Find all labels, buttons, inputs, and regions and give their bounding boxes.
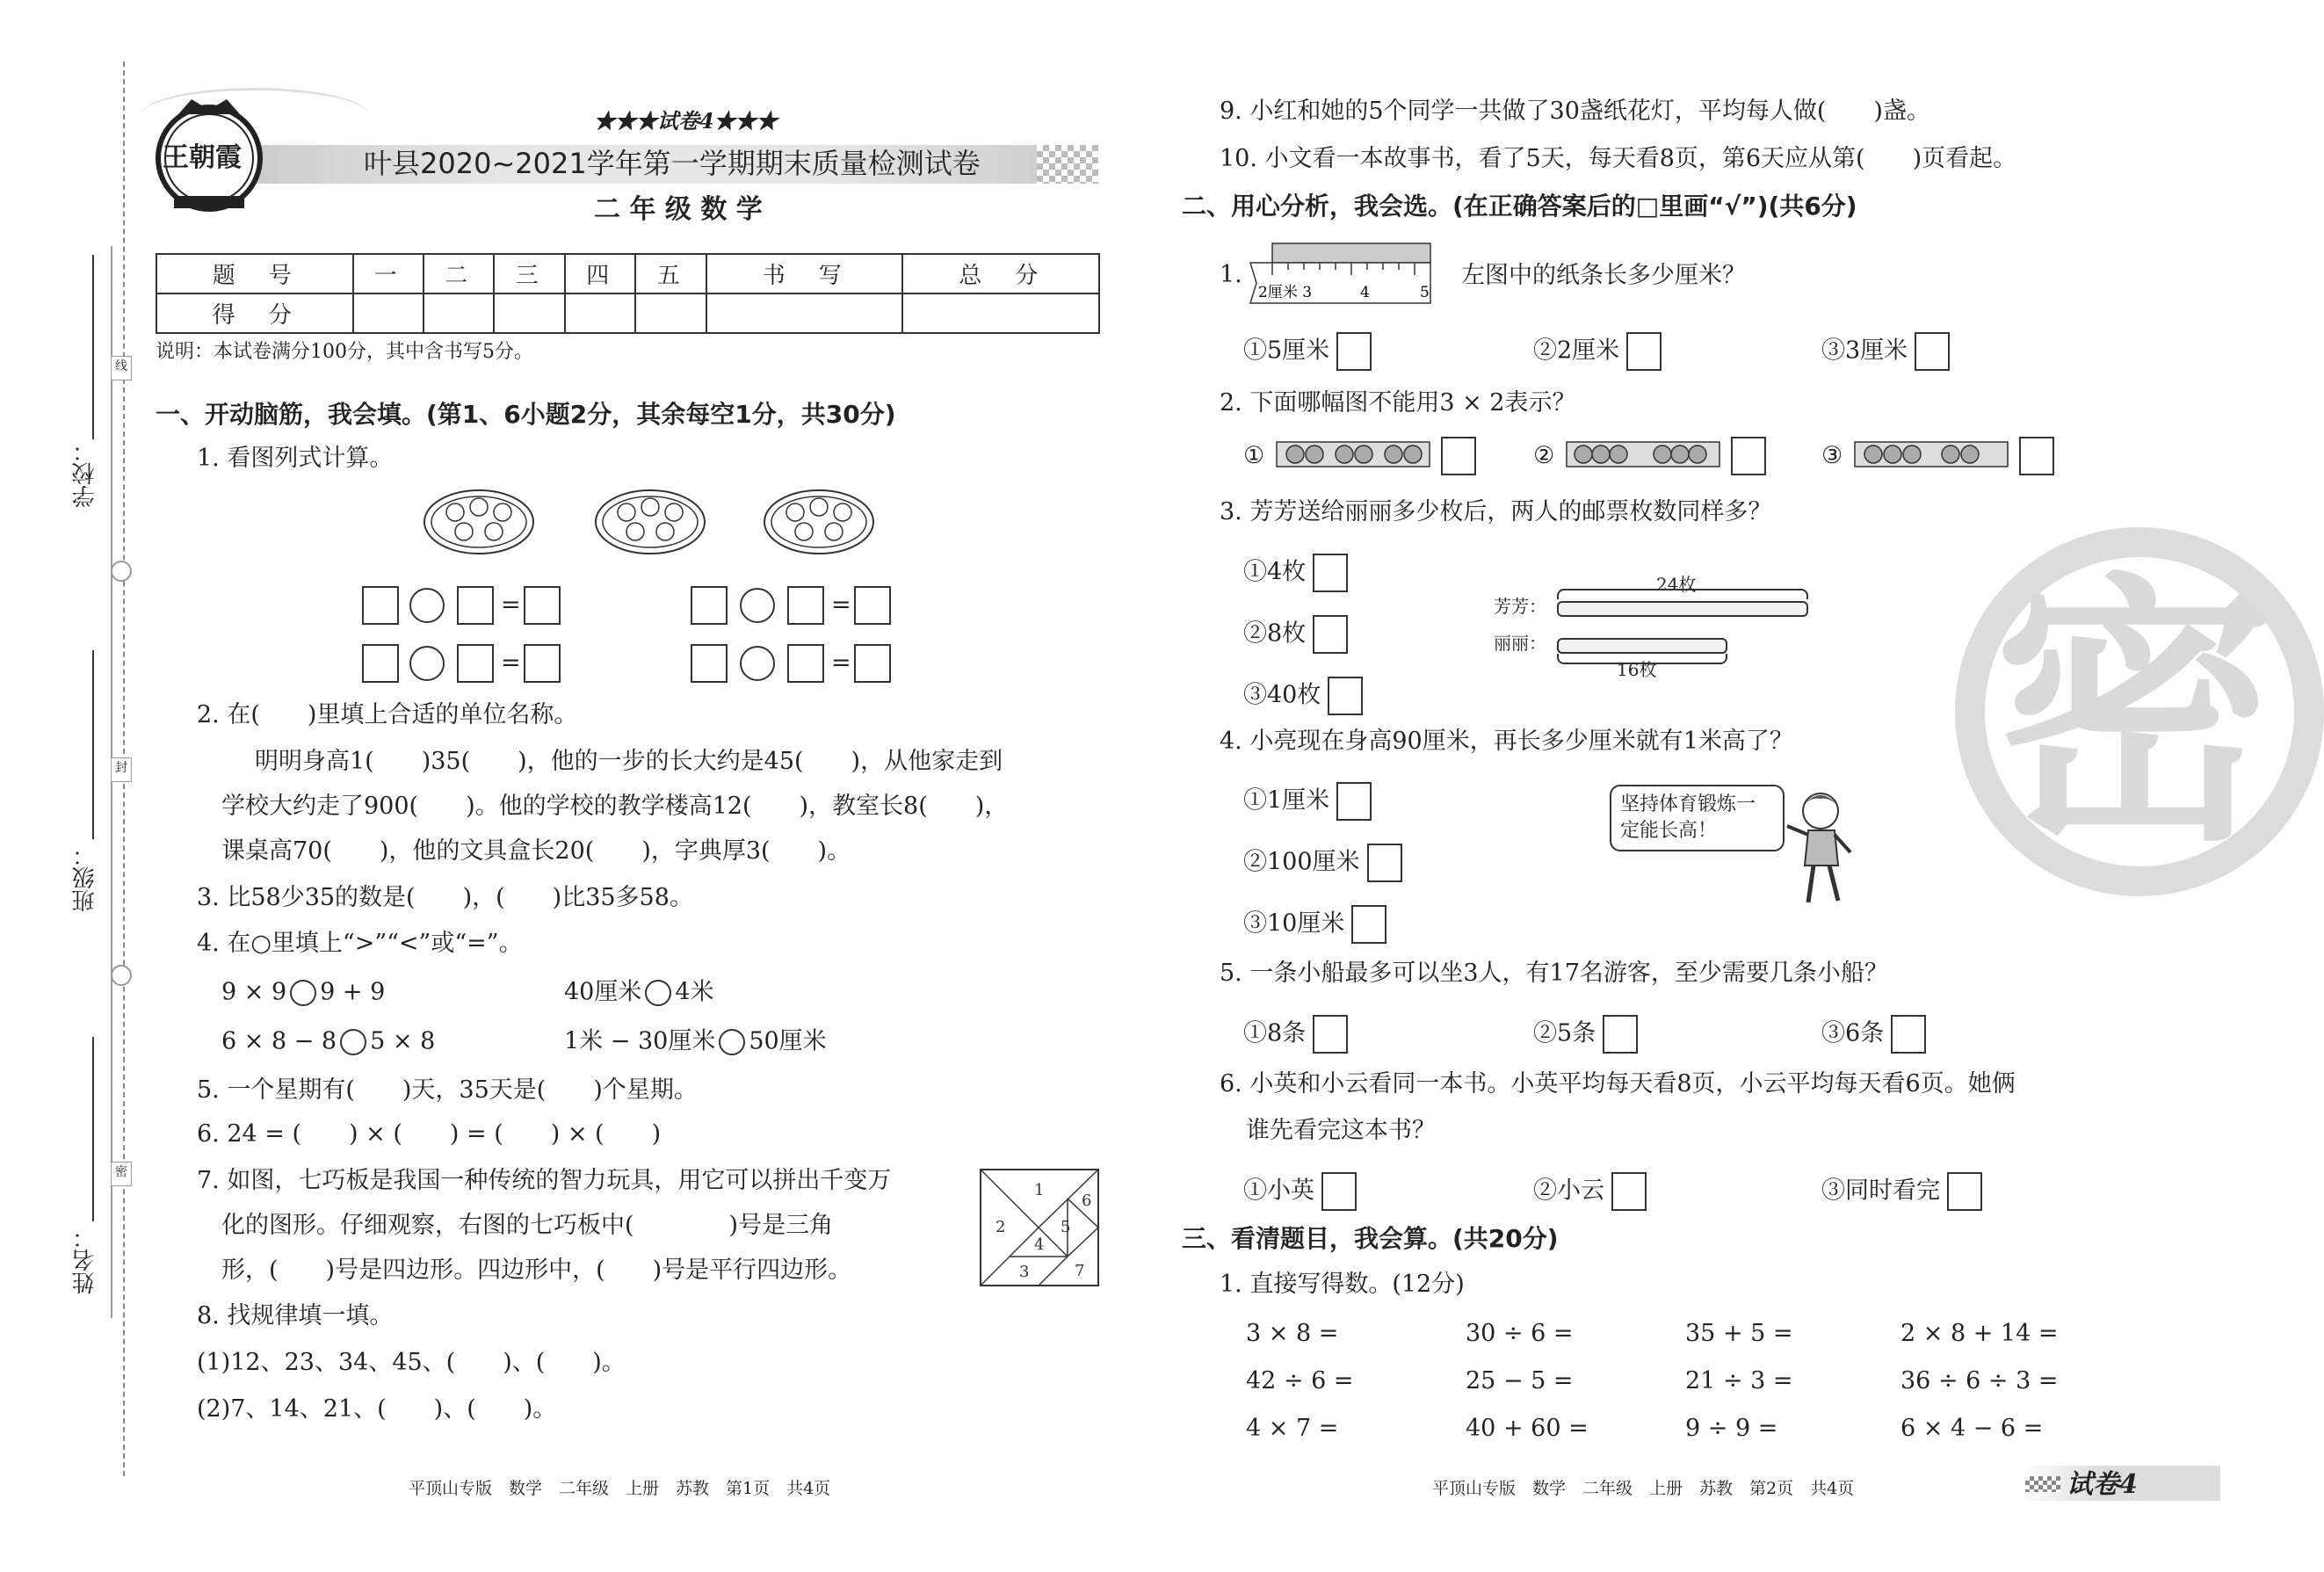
footer-left: 平顶山专版 数学 二年级 上册 苏教 第1页 共4页 xyxy=(409,1479,831,1498)
name-underline xyxy=(92,1037,94,1221)
q1-text: 1. 看图列式计算。 xyxy=(197,445,394,472)
option-label: ②100厘米 xyxy=(1243,848,1360,876)
tangram-label: 1 xyxy=(1034,1181,1045,1199)
header-checker xyxy=(1037,145,1098,184)
s2-q6-line2: 谁先看完这本书？ xyxy=(1246,1117,1436,1144)
s2-q6-opt1 xyxy=(1243,1172,1357,1211)
option-label: ③3厘米 xyxy=(1821,337,1908,365)
li-label: 丽丽： xyxy=(1494,633,1546,654)
check-box[interactable] xyxy=(1947,1172,1982,1211)
compare-right: 4米 xyxy=(675,978,714,1006)
answer-box[interactable] xyxy=(362,644,399,683)
answer-box[interactable] xyxy=(457,644,494,683)
paper-note: 说明：本试卷满分100分，其中含书写5分。 xyxy=(156,341,533,363)
table-cell[interactable] xyxy=(565,293,635,333)
s2-q2-opt1-label: ① xyxy=(1243,442,1265,469)
check-box[interactable] xyxy=(2019,437,2054,475)
calc-item: 25 − 5 = xyxy=(1466,1367,1574,1395)
operator-circle[interactable] xyxy=(740,588,775,623)
table-cell[interactable] xyxy=(353,293,424,333)
calc-item: 35 + 5 = xyxy=(1685,1320,1793,1347)
q7-line1: 7. 如图，七巧板是我国一种传统的智力玩具，用它可以拼出千变万 xyxy=(197,1167,892,1194)
q7-line2: 化的图形。仔细观察，右图的七巧板中( )号是三角 xyxy=(221,1212,834,1239)
s2-q3-opt1 xyxy=(1243,554,1348,592)
check-box[interactable] xyxy=(1731,437,1766,475)
option-label: ③同时看完 xyxy=(1821,1177,1940,1205)
speech-bubble xyxy=(1610,785,1785,851)
compare-circle[interactable] xyxy=(645,980,671,1006)
compare-circle[interactable] xyxy=(719,1029,745,1055)
q7-line3: 形，( )号是四边形。四边形中，( )号是平行四边形。 xyxy=(221,1257,852,1284)
footer-tag: 试卷4 xyxy=(2067,1469,2138,1500)
check-box[interactable] xyxy=(1321,1172,1357,1211)
check-box[interactable] xyxy=(1328,677,1363,715)
s2-q6-line1: 6. 小英和小云看同一本书。小英平均每天看8页，小云平均每天看6页。她俩 xyxy=(1220,1070,2016,1098)
check-box[interactable] xyxy=(1603,1015,1638,1054)
li-bar xyxy=(1557,638,1727,654)
s2-q6-opt3 xyxy=(1821,1172,1982,1211)
check-box[interactable] xyxy=(1313,554,1348,592)
calc-item: 42 ÷ 6 = xyxy=(1246,1367,1354,1395)
watermark-char: 密 xyxy=(1994,552,2275,879)
check-box[interactable] xyxy=(1336,782,1372,821)
answer-box[interactable] xyxy=(787,644,824,683)
calc-item: 4 × 7 = xyxy=(1246,1415,1339,1442)
boy-figure xyxy=(1775,786,1863,909)
check-box[interactable] xyxy=(1626,332,1662,371)
watermark-seal xyxy=(1955,527,2324,896)
answer-box[interactable] xyxy=(524,644,561,683)
q10-text: 10. 小文看一本故事书，看了5天，每天看8页，第6天应从第( )页看起。 xyxy=(1220,145,2017,172)
s2-q4-opt3 xyxy=(1243,905,1386,944)
s2-q3-text: 3. 芳芳送给丽丽多少枚后，两人的邮票枚数同样多？ xyxy=(1220,498,1772,525)
s2-q3-opt2 xyxy=(1243,615,1348,654)
seal-box-xian xyxy=(111,356,132,380)
fang-brace xyxy=(1557,589,1808,599)
calc-item: 2 × 8 + 14 = xyxy=(1900,1320,2059,1347)
bubble-line2: 定能长高！ xyxy=(1620,820,1718,842)
fang-label: 芳芳： xyxy=(1494,596,1546,617)
table-cell: 五 xyxy=(635,254,706,293)
table-cell: 二 xyxy=(424,254,494,293)
s2-q1-opt1 xyxy=(1243,332,1372,371)
ruler-label: 5 xyxy=(1420,284,1430,301)
answer-box[interactable] xyxy=(787,586,824,625)
table-cell: 总 分 xyxy=(902,254,1099,293)
fang-bar xyxy=(1557,601,1808,617)
table-cell: 一 xyxy=(353,254,424,293)
q2-line1: 明明身高1( )35( )，他的一步的长大约是45( )，从他家走到 xyxy=(255,748,1003,775)
answer-box[interactable] xyxy=(524,586,561,625)
q2-text: 2. 在( )里填上合适的单位名称。 xyxy=(197,701,578,728)
seal-text: 密 xyxy=(115,1165,127,1179)
compare-right: 5 × 8 xyxy=(370,1027,436,1055)
tangram-label: 6 xyxy=(1082,1192,1092,1210)
q4-compare-a xyxy=(221,980,385,1006)
binding-solid-line xyxy=(111,246,112,1318)
boy-icon xyxy=(1775,786,1863,909)
answer-box[interactable] xyxy=(457,586,494,625)
option-label: ①4枚 xyxy=(1243,558,1307,586)
equals-sign: = xyxy=(831,591,851,619)
option-label: ②8枚 xyxy=(1243,619,1307,648)
pig-plate-image xyxy=(422,488,536,556)
s2-q4-opt2 xyxy=(1243,844,1402,882)
seal-text: 封 xyxy=(115,761,127,775)
table-cell: 三 xyxy=(494,254,564,293)
equals-sign: = xyxy=(501,649,521,677)
s2-q1-text: 左图中的纸条长多少厘米？ xyxy=(1461,262,1746,289)
option-label: ①小英 xyxy=(1243,1177,1314,1205)
table-cell: 得 分 xyxy=(156,293,353,333)
q4-compare-d xyxy=(564,1029,827,1055)
seal-text: 线 xyxy=(115,359,127,373)
paper-title: 叶县2020~2021学年第一学期期末质量检测试卷 xyxy=(364,147,981,180)
compare-left: 1米 − 30厘米 xyxy=(564,1027,716,1055)
s2-q1-opt2 xyxy=(1533,332,1662,371)
tangram-label: 7 xyxy=(1075,1262,1085,1280)
table-cell[interactable] xyxy=(902,293,1099,333)
binding-hole-icon xyxy=(111,965,132,986)
table-cell[interactable] xyxy=(424,293,494,333)
answer-box[interactable] xyxy=(362,586,399,625)
s2-q5-opt1 xyxy=(1243,1015,1348,1054)
compare-circle[interactable] xyxy=(340,1029,366,1055)
option-label: ②小云 xyxy=(1533,1177,1604,1205)
check-box[interactable] xyxy=(1915,332,1950,371)
s2-q3-opt3 xyxy=(1243,677,1363,715)
score-table xyxy=(156,253,1100,334)
calc-item: 36 ÷ 6 ÷ 3 = xyxy=(1900,1367,2059,1395)
q6-text: 6. 24 = ( ) × ( ) = ( ) × ( ) xyxy=(197,1120,662,1148)
check-box[interactable] xyxy=(1336,332,1372,371)
pig-plate-image xyxy=(593,488,707,556)
operator-circle[interactable] xyxy=(740,646,775,681)
option-label: ①8条 xyxy=(1243,1019,1307,1047)
q8-part1: (1)12、23、34、45、( )、( )。 xyxy=(197,1349,626,1376)
operator-circle[interactable] xyxy=(409,646,445,681)
compare-left: 6 × 8 − 8 xyxy=(221,1027,337,1055)
answer-box[interactable] xyxy=(854,586,891,625)
dots-image-2 xyxy=(1566,441,1720,467)
check-box[interactable] xyxy=(1313,1015,1348,1054)
ruler-figure xyxy=(1246,242,1432,308)
tangram-figure xyxy=(980,1169,1099,1286)
ruler-label: 2厘米 3 xyxy=(1258,284,1313,301)
check-box[interactable] xyxy=(1351,905,1386,944)
logo-text: 王朝霞 xyxy=(163,142,242,173)
table-cell: 题 号 xyxy=(156,254,353,293)
s3-q1-text: 1. 直接写得数。(12分) xyxy=(1220,1271,1465,1298)
q2-line2: 学校大约走了900( )。他的学校的教学楼高12( )，教室长8( )， xyxy=(221,793,1009,820)
calc-item: 21 ÷ 3 = xyxy=(1685,1367,1793,1395)
tangram-svg xyxy=(980,1169,1099,1286)
q4-compare-b xyxy=(564,980,714,1006)
score-table-row xyxy=(156,293,1099,333)
calc-item: 40 + 60 = xyxy=(1466,1415,1589,1442)
q5-text: 5. 一个星期有( )天，35天是( )个星期。 xyxy=(197,1076,698,1104)
option-label: ②5条 xyxy=(1533,1019,1596,1047)
compare-right: 9 + 9 xyxy=(320,978,386,1006)
calc-item: 3 × 8 = xyxy=(1246,1320,1339,1347)
q4-text: 4. 在○里填上“>”“<”或“=”。 xyxy=(197,930,523,957)
s2-q5-text: 5. 一条小船最多可以坐3人，有17名游客，至少需要几条小船？ xyxy=(1220,960,1888,987)
compare-left: 40厘米 xyxy=(564,978,642,1006)
s2-q2-opt3-label: ③ xyxy=(1821,442,1843,469)
section1-title: 一、开动脑筋，我会填。(第1、6小题2分，其余每空1分，共30分) xyxy=(156,400,896,429)
s2-q4-text: 4. 小亮现在身高90厘米，再长多少厘米就有1米高了？ xyxy=(1220,728,1793,755)
option-label: ①1厘米 xyxy=(1243,786,1330,815)
class-underline xyxy=(92,650,94,839)
check-box[interactable] xyxy=(1611,1172,1647,1211)
score-table-row xyxy=(156,254,1099,293)
s2-q1-num: 1. xyxy=(1220,261,1242,288)
calc-item: 6 × 4 − 6 = xyxy=(1900,1415,2044,1442)
answer-box[interactable] xyxy=(854,644,891,683)
tangram-label: 2 xyxy=(995,1218,1006,1236)
binding-hole-icon xyxy=(111,561,132,582)
tangram-label: 5 xyxy=(1061,1218,1071,1236)
q9-text: 9. 小红和她的5个同学一共做了30盏纸花灯，平均每人做( )盏。 xyxy=(1220,98,1930,125)
paper-series-label: ★★★试卷4★★★ xyxy=(594,108,778,134)
q8-part2: (2)7、14、21、( )、( )。 xyxy=(197,1395,557,1423)
s2-q1-opt3 xyxy=(1821,332,1950,371)
class-label: 班级： xyxy=(72,844,98,912)
ruler-label: 4 xyxy=(1360,284,1370,301)
section2-title: 二、用心分析，我会选。(在正确答案后的□里画“√”)(共6分) xyxy=(1182,192,1857,221)
table-cell: 四 xyxy=(565,254,635,293)
bubble-line1: 坚持体育锻炼一 xyxy=(1620,793,1756,815)
compare-right: 50厘米 xyxy=(749,1027,827,1055)
s2-q4-opt1 xyxy=(1243,782,1372,821)
s2-q5-opt2 xyxy=(1533,1015,1638,1054)
tangram-label: 3 xyxy=(1019,1263,1030,1281)
answer-box[interactable] xyxy=(691,644,728,683)
s2-q2-opt2-label: ② xyxy=(1533,442,1555,469)
seal-box-mi xyxy=(111,1162,132,1186)
option-label: ①5厘米 xyxy=(1243,337,1330,365)
tangram-label: 4 xyxy=(1034,1235,1045,1254)
q8-text: 8. 找规律填一填。 xyxy=(197,1302,394,1329)
paper-subject: 二 年 级 数 学 xyxy=(594,194,763,225)
school-underline xyxy=(92,255,94,439)
pig-plate-image xyxy=(762,488,876,556)
s2-q5-opt3 xyxy=(1821,1015,1926,1054)
q2-line3: 课桌高70( )，他的文具盒长20( )，字典厚3( )。 xyxy=(221,837,851,865)
operator-circle[interactable] xyxy=(409,588,445,623)
stamp-total-fang: 24枚 xyxy=(1656,574,1697,595)
check-box[interactable] xyxy=(1441,437,1476,475)
section3-title: 三、看清题目，我会算。(共20分) xyxy=(1182,1224,1559,1253)
answer-box[interactable] xyxy=(691,586,728,625)
compare-circle[interactable] xyxy=(290,980,316,1006)
check-box[interactable] xyxy=(1313,615,1348,654)
seal-box-feng xyxy=(111,757,132,782)
footer-right: 平顶山专版 数学 二年级 上册 苏教 第2页 共4页 xyxy=(1432,1479,1855,1498)
q4-compare-c xyxy=(221,1029,435,1055)
ruler-svg xyxy=(1246,242,1432,308)
s2-q6-opt2 xyxy=(1533,1172,1647,1211)
option-label: ③6条 xyxy=(1821,1019,1885,1047)
footer-squares-icon xyxy=(2025,1476,2060,1492)
compare-left: 9 × 9 xyxy=(221,978,287,1006)
check-box[interactable] xyxy=(1891,1015,1926,1054)
check-box[interactable] xyxy=(1367,844,1402,882)
q3-text: 3. 比58少35的数是( )，( )比35多58。 xyxy=(197,884,693,911)
option-label: ③10厘米 xyxy=(1243,909,1345,938)
equals-sign: = xyxy=(501,591,521,619)
option-label: ③40枚 xyxy=(1243,681,1321,709)
dots-image-1 xyxy=(1276,441,1430,467)
table-cell[interactable] xyxy=(635,293,706,333)
calc-item: 9 ÷ 9 = xyxy=(1685,1415,1778,1442)
table-cell[interactable] xyxy=(494,293,564,333)
table-cell[interactable] xyxy=(706,293,903,333)
s2-q2-text: 2. 下面哪幅图不能用3 × 2表示？ xyxy=(1220,389,1576,417)
school-label: 学校： xyxy=(72,439,98,508)
equals-sign: = xyxy=(831,649,851,677)
dots-image-3 xyxy=(1854,441,2009,467)
table-cell: 书 写 xyxy=(706,254,903,293)
calc-item: 30 ÷ 6 = xyxy=(1466,1320,1574,1347)
name-label: 姓名： xyxy=(72,1226,98,1294)
stamp-total-li: 16枚 xyxy=(1617,659,1657,680)
option-label: ②2厘米 xyxy=(1533,337,1620,365)
